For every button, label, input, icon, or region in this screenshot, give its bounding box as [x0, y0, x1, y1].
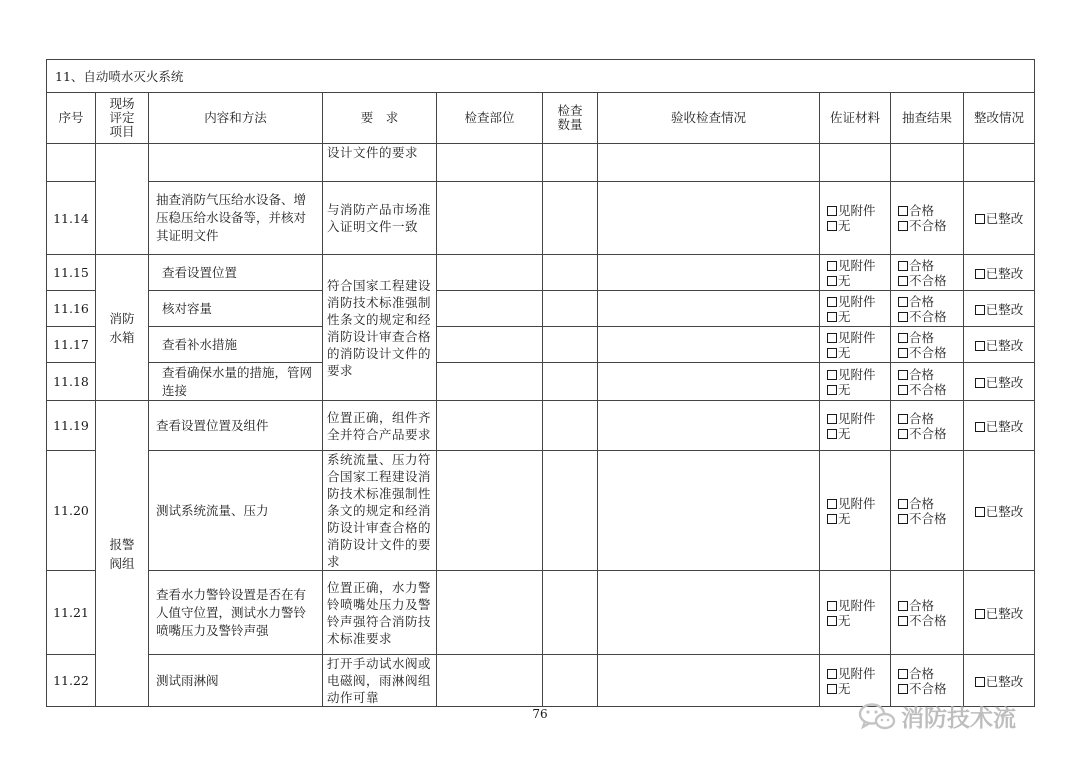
fixed-checkbox[interactable] — [975, 507, 985, 517]
fail-label: 不合格 — [909, 381, 947, 397]
row-evidence — [820, 144, 891, 182]
row-method: 查看设置位置及组件 — [149, 401, 323, 451]
fail-checkbox[interactable] — [898, 385, 908, 395]
none-label: 无 — [838, 680, 851, 696]
result-options — [891, 291, 964, 327]
rectify-option — [964, 655, 1035, 707]
result-options — [891, 363, 964, 401]
row-method: 抽查消防气压给水设备、增压稳压给水设备等，并核对其证明文件 — [149, 182, 323, 255]
row-requirement: 位置正确，组件齐全并符合产品要求 — [323, 401, 437, 451]
row-acceptance[interactable] — [598, 182, 820, 255]
fixed-label: 已整改 — [985, 673, 1024, 689]
row-quantity[interactable] — [543, 451, 598, 571]
none-label: 无 — [838, 272, 851, 288]
row-method: 测试系统流量、压力 — [149, 451, 323, 571]
pass-checkbox[interactable] — [898, 669, 908, 679]
attach-checkbox[interactable] — [827, 370, 837, 380]
fail-label: 不合格 — [909, 344, 947, 360]
row-acceptance[interactable] — [598, 363, 820, 401]
attach-label: 见附件 — [838, 257, 876, 273]
pass-checkbox[interactable] — [898, 261, 908, 271]
pass-label: 合格 — [909, 329, 935, 345]
row-acceptance[interactable] — [598, 401, 820, 451]
evidence-options — [820, 291, 891, 327]
row-quantity[interactable] — [543, 291, 598, 327]
row-method: 核对容量 — [149, 291, 323, 327]
pass-label: 合格 — [909, 257, 935, 273]
row-requirement: 打开手动试水阀或电磁阀，雨淋阀组动作可靠 — [323, 655, 437, 707]
pass-checkbox[interactable] — [898, 499, 908, 509]
result-options — [891, 255, 964, 291]
row-part[interactable] — [437, 291, 543, 327]
fixed-checkbox[interactable] — [975, 677, 985, 687]
row-quantity[interactable] — [543, 327, 598, 363]
pass-label: 合格 — [909, 366, 935, 382]
fail-checkbox[interactable] — [898, 348, 908, 358]
rectify-option — [964, 255, 1035, 291]
fail-checkbox[interactable] — [898, 221, 908, 231]
pass-label: 合格 — [909, 597, 935, 613]
fixed-label: 已整改 — [985, 503, 1024, 519]
result-options — [891, 182, 964, 255]
row-part[interactable] — [437, 327, 543, 363]
fail-label: 不合格 — [909, 218, 947, 233]
evidence-options — [820, 451, 891, 571]
attach-label: 见附件 — [838, 665, 876, 681]
row-seq: 11.19 — [47, 401, 96, 451]
none-label: 无 — [838, 612, 851, 628]
pass-label: 合格 — [909, 495, 935, 511]
attach-checkbox[interactable] — [827, 499, 837, 509]
evidence-options — [820, 571, 891, 655]
none-checkbox[interactable] — [827, 276, 837, 286]
fixed-label: 已整改 — [985, 374, 1024, 390]
header-result: 抽查结果 — [891, 93, 964, 144]
evidence-options — [820, 182, 891, 255]
fixed-checkbox[interactable] — [975, 341, 985, 351]
header-method: 内容和方法 — [149, 93, 323, 144]
pass-label: 合格 — [909, 665, 935, 681]
fail-label: 不合格 — [909, 308, 947, 324]
row-requirement: 位置正确，水力警铃喷嘴处压力及警铃声强符合消防技术标准要求 — [323, 571, 437, 655]
rectify-option — [964, 363, 1035, 401]
row-requirement: 系统流量、压力符合国家工程建设消防技术标准强制性条文的规定和经消防设计审查合格的消防设计文件的要求 — [323, 451, 437, 571]
fixed-checkbox[interactable] — [975, 305, 985, 315]
group-alarm-valve: 报警阀组 — [96, 401, 149, 707]
none-label: 无 — [838, 308, 851, 324]
row-method: 查看水力警铃设置是否在有人值守位置，测试水力警铃喷嘴压力及警铃声强 — [149, 571, 323, 655]
attach-checkbox[interactable] — [827, 601, 837, 611]
fail-checkbox[interactable] — [898, 429, 908, 439]
fail-label: 不合格 — [909, 272, 947, 288]
row-acceptance[interactable] — [598, 144, 820, 182]
table-row — [47, 363, 1035, 401]
wechat-icon — [857, 702, 897, 732]
evidence-options — [820, 655, 891, 707]
table-row — [47, 655, 1035, 707]
row-acceptance[interactable] — [598, 451, 820, 571]
row-seq: 11.17 — [47, 327, 96, 363]
attach-checkbox[interactable] — [827, 206, 837, 216]
none-checkbox[interactable] — [827, 684, 837, 694]
fixed-label: 已整改 — [985, 605, 1024, 621]
evidence-options — [820, 401, 891, 451]
none-label: 无 — [838, 344, 851, 360]
row-result — [891, 144, 964, 182]
row-seq: 11.15 — [47, 255, 96, 291]
pass-label: 合格 — [909, 410, 935, 426]
header-seq: 序号 — [47, 93, 96, 144]
watermark-text: 消防技术流 — [901, 706, 1016, 732]
none-checkbox[interactable] — [827, 348, 837, 358]
header-acceptance: 验收检查情况 — [598, 93, 820, 144]
table-row — [47, 571, 1035, 655]
attach-label: 见附件 — [838, 293, 876, 309]
evidence-options — [820, 327, 891, 363]
inspection-sheet — [46, 59, 1034, 707]
pass-checkbox[interactable] — [898, 333, 908, 343]
row-quantity[interactable] — [543, 144, 598, 182]
row-quantity[interactable] — [543, 255, 598, 291]
none-label: 无 — [838, 510, 851, 526]
row-part[interactable] — [437, 401, 543, 451]
fail-checkbox[interactable] — [898, 514, 908, 524]
rectify-option — [964, 327, 1035, 363]
pass-label: 合格 — [909, 293, 935, 309]
row-acceptance[interactable] — [598, 571, 820, 655]
row-quantity[interactable] — [543, 571, 598, 655]
attach-label: 见附件 — [838, 329, 876, 345]
fail-label: 不合格 — [909, 612, 947, 628]
attach-checkbox[interactable] — [827, 333, 837, 343]
header-item: 现场评定项目 — [96, 93, 149, 144]
row-method: 查看补水措施 — [149, 327, 323, 363]
inspection-table — [46, 59, 1035, 707]
tank-requirement: 符合国家工程建设消防技术标准强制性条文的规定和经消防设计审查合格的消防设计文件的要求 — [323, 255, 437, 401]
pass-checkbox[interactable] — [898, 297, 908, 307]
fail-checkbox[interactable] — [898, 684, 908, 694]
row-acceptance[interactable] — [598, 255, 820, 291]
none-label: 无 — [838, 218, 851, 233]
fixed-checkbox[interactable] — [975, 422, 985, 432]
row-part[interactable] — [437, 255, 543, 291]
none-checkbox[interactable] — [827, 221, 837, 231]
row-quantity[interactable] — [543, 182, 598, 255]
pass-checkbox[interactable] — [898, 414, 908, 424]
page-number: 76 — [532, 707, 548, 721]
pass-checkbox[interactable] — [898, 206, 908, 216]
fixed-checkbox[interactable] — [975, 214, 985, 224]
none-checkbox[interactable] — [827, 385, 837, 395]
evidence-options — [820, 255, 891, 291]
rectify-option — [964, 451, 1035, 571]
fixed-label: 已整改 — [985, 418, 1024, 434]
row-part[interactable] — [437, 655, 543, 707]
header-part: 检查部位 — [437, 93, 543, 144]
fixed-label: 已整改 — [985, 211, 1024, 226]
attach-label: 见附件 — [838, 203, 876, 218]
attach-checkbox[interactable] — [827, 669, 837, 679]
row-acceptance[interactable] — [598, 655, 820, 707]
fail-label: 不合格 — [909, 510, 947, 526]
group-fire-water-tank: 消防水箱 — [96, 255, 149, 401]
fixed-checkbox[interactable] — [975, 269, 985, 279]
watermark — [857, 700, 1016, 733]
pass-label: 合格 — [909, 203, 935, 218]
attach-label: 见附件 — [838, 410, 876, 426]
table-row — [47, 451, 1035, 571]
item-cell-empty — [96, 144, 149, 255]
attach-checkbox[interactable] — [827, 297, 837, 307]
none-label: 无 — [838, 425, 851, 441]
result-options — [891, 327, 964, 363]
pass-checkbox[interactable] — [898, 370, 908, 380]
fixed-label: 已整改 — [985, 265, 1024, 281]
row-acceptance[interactable] — [598, 291, 820, 327]
attach-label: 见附件 — [838, 597, 876, 613]
row-rectify — [964, 144, 1035, 182]
row-quantity[interactable] — [543, 363, 598, 401]
row-acceptance[interactable] — [598, 327, 820, 363]
rectify-option — [964, 182, 1035, 255]
header-quantity: 检查数量 — [543, 93, 598, 144]
table-row — [47, 327, 1035, 363]
fail-label: 不合格 — [909, 680, 947, 696]
rectify-option — [964, 291, 1035, 327]
fixed-label: 已整改 — [985, 337, 1024, 353]
none-checkbox[interactable] — [827, 514, 837, 524]
row-requirement: 设计文件的要求 — [323, 144, 437, 182]
section-title: 11、自动喷水灭火系统 — [47, 60, 1035, 93]
evidence-options — [820, 363, 891, 401]
fail-checkbox[interactable] — [898, 616, 908, 626]
row-seq: 11.14 — [47, 182, 96, 255]
row-seq: 11.20 — [47, 451, 96, 571]
row-seq: 11.16 — [47, 291, 96, 327]
attach-label: 见附件 — [838, 495, 876, 511]
header-row — [47, 93, 1035, 144]
fixed-checkbox[interactable] — [975, 378, 985, 388]
attach-checkbox[interactable] — [827, 414, 837, 424]
row-part[interactable] — [437, 571, 543, 655]
row-part[interactable] — [437, 144, 543, 182]
result-options — [891, 451, 964, 571]
table-row — [47, 291, 1035, 327]
none-label: 无 — [838, 381, 851, 397]
rectify-option — [964, 571, 1035, 655]
row-method: 测试雨淋阀 — [149, 655, 323, 707]
fixed-label: 已整改 — [985, 301, 1024, 317]
rectify-option — [964, 401, 1035, 451]
row-part[interactable] — [437, 363, 543, 401]
row-quantity[interactable] — [543, 655, 598, 707]
fail-label: 不合格 — [909, 425, 947, 441]
attach-checkbox[interactable] — [827, 261, 837, 271]
row-method: 查看设置位置 — [149, 255, 323, 291]
none-checkbox[interactable] — [827, 616, 837, 626]
result-options — [891, 655, 964, 707]
row-requirement: 与消防产品市场准入证明文件一致 — [323, 182, 437, 255]
row-seq: 11.18 — [47, 363, 96, 401]
none-checkbox[interactable] — [827, 429, 837, 439]
table-row — [47, 401, 1035, 451]
fail-checkbox[interactable] — [898, 276, 908, 286]
row-method: 查看确保水量的措施，管网连接 — [149, 363, 323, 401]
none-checkbox[interactable] — [827, 312, 837, 322]
table-row — [47, 182, 1035, 255]
row-seq: 11.22 — [47, 655, 96, 707]
pass-checkbox[interactable] — [898, 601, 908, 611]
row-method — [149, 144, 323, 182]
header-requirement: 要 求 — [323, 93, 437, 144]
row-seq — [47, 144, 96, 182]
row-part[interactable] — [437, 182, 543, 255]
header-rectify: 整改情况 — [964, 93, 1035, 144]
fixed-checkbox[interactable] — [975, 609, 985, 619]
row-seq: 11.21 — [47, 571, 96, 655]
attach-label: 见附件 — [838, 366, 876, 382]
table-row — [47, 255, 1035, 291]
result-options — [891, 571, 964, 655]
fail-checkbox[interactable] — [898, 312, 908, 322]
result-options — [891, 401, 964, 451]
row-quantity[interactable] — [543, 401, 598, 451]
row-part[interactable] — [437, 451, 543, 571]
header-evidence: 佐证材料 — [820, 93, 891, 144]
table-row — [47, 144, 1035, 182]
